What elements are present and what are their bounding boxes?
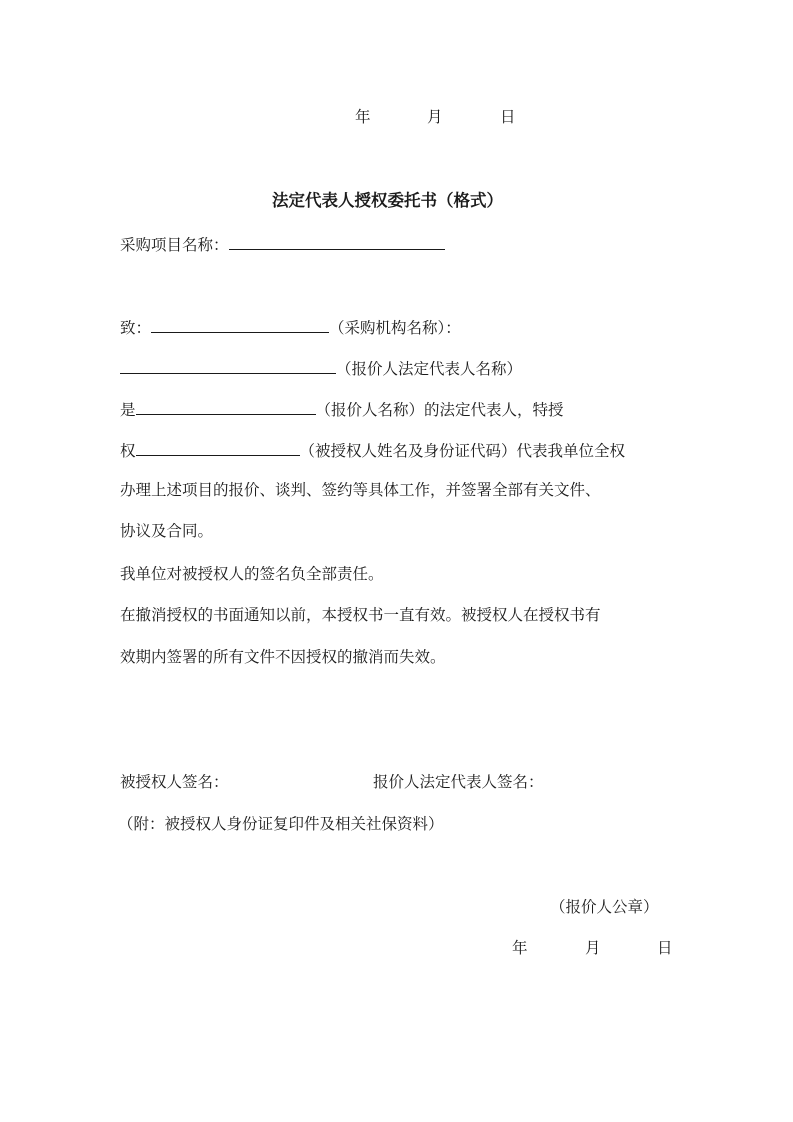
legal-rep-name-blank[interactable] xyxy=(120,357,336,374)
authorization-suffix: （被授权人姓名及身份证代码）代表我单位全权 xyxy=(299,442,626,460)
authorized-signature-label: 被授权人签名： xyxy=(120,773,229,791)
recipient-line xyxy=(120,316,461,338)
bottom-date-day: 日 xyxy=(657,939,673,957)
recipient-suffix: （采购机构名称）： xyxy=(329,319,461,337)
body-line: 我单位对被授权人的签名负全部责任。 xyxy=(120,565,384,583)
body-line: 效期内签署的所有文件不因授权的撤消而失效。 xyxy=(120,648,446,666)
bidder-name-blank[interactable] xyxy=(136,398,316,415)
bidder-line xyxy=(120,398,564,420)
seal-label: （报价人公章） xyxy=(550,898,659,916)
top-date-year: 年 xyxy=(355,108,371,126)
legal-rep-line xyxy=(120,357,522,379)
project-name-blank[interactable] xyxy=(229,233,445,250)
authorization-prefix: 权 xyxy=(120,442,136,460)
bottom-date-year: 年 xyxy=(512,939,528,957)
document-title: 法定代表人授权委托书（格式） xyxy=(272,191,503,210)
bottom-date-month: 月 xyxy=(585,939,601,957)
body-line: 协议及合同。 xyxy=(120,522,214,540)
recipient-prefix: 致： xyxy=(120,319,152,337)
legal-rep-suffix: （报价人法定代表人名称） xyxy=(336,360,523,378)
procurement-agency-blank[interactable] xyxy=(151,316,329,333)
authorized-person-blank[interactable] xyxy=(136,439,300,456)
project-name-label: 采购项目名称： xyxy=(120,236,229,254)
legal-rep-signature-label: 报价人法定代表人签名： xyxy=(373,773,544,791)
body-line: 在撤消授权的书面通知以前，本授权书一直有效。被授权人在授权书有 xyxy=(120,606,601,624)
bidder-suffix: （报价人名称）的法定代表人，特授 xyxy=(315,401,564,419)
project-name-line xyxy=(120,233,445,255)
body-line: 办理上述项目的报价、谈判、签约等具体工作，并签署全部有关文件、 xyxy=(120,481,601,499)
authorization-line xyxy=(120,439,625,461)
attachment-note: （附：被授权人身份证复印件及相关社保资料） xyxy=(118,815,444,833)
bidder-prefix: 是 xyxy=(120,401,136,419)
top-date-day: 日 xyxy=(500,108,516,126)
top-date-month: 月 xyxy=(427,108,443,126)
